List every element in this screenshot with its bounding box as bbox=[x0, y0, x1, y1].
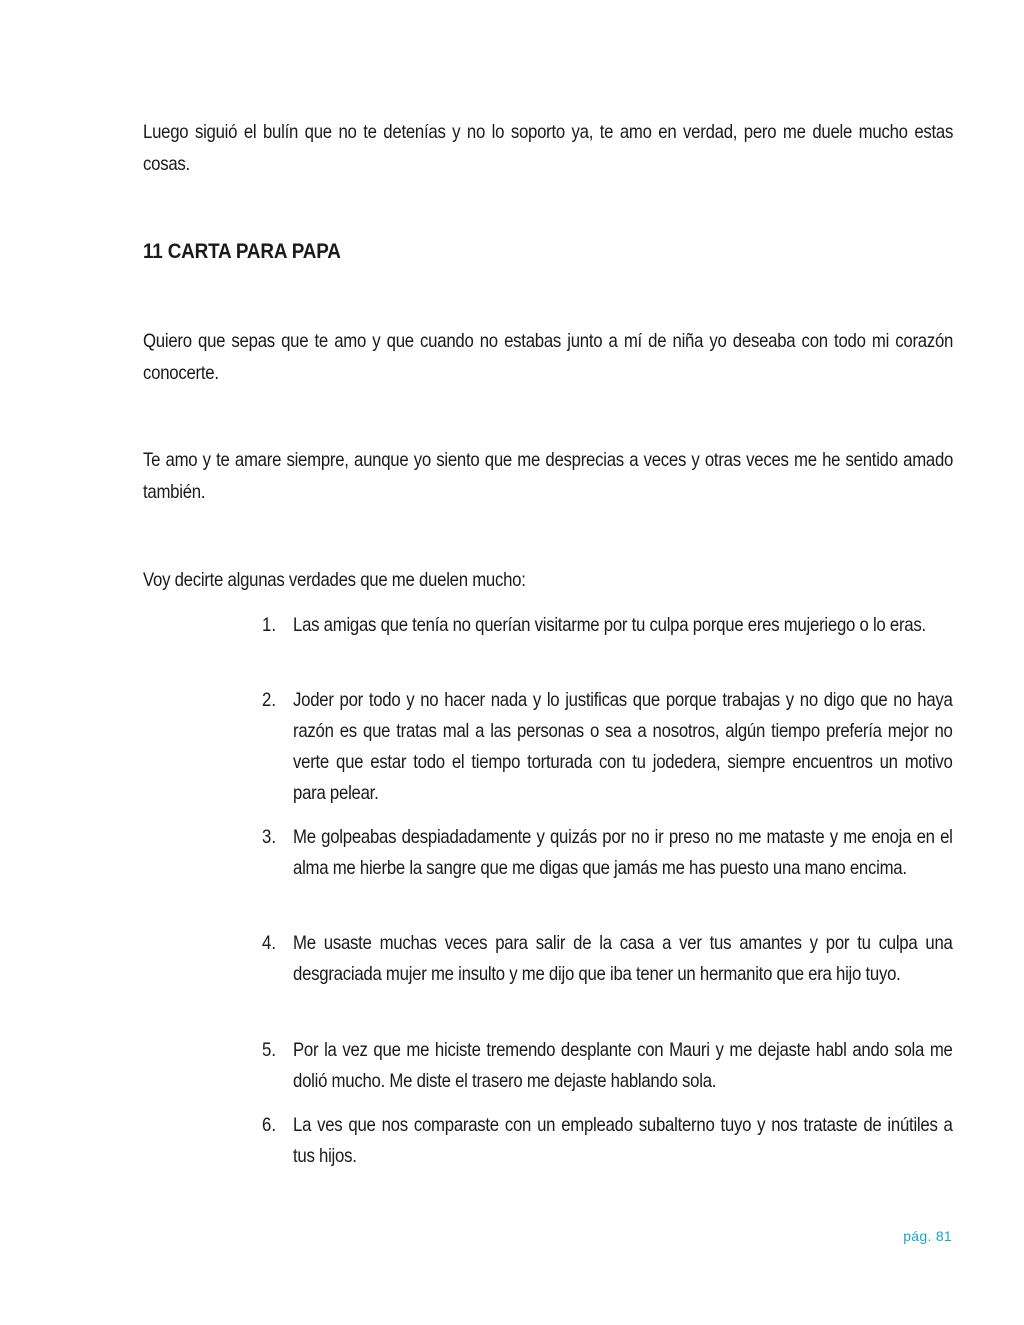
list-item bbox=[262, 1110, 953, 1174]
paragraph-2: Te amo y te amare siempre, aunque yo siento que me desprecias a veces y otras veces me he sentido amado también. bbox=[143, 449, 954, 503]
list-item-number: 5. bbox=[262, 1039, 276, 1061]
list-item bbox=[262, 928, 953, 1035]
list-item-text: Las amigas que tenía no querían visitarme por tu culpa porque eres mujeriego o lo eras. bbox=[293, 614, 926, 636]
list-item-number: 6. bbox=[262, 1114, 276, 1136]
list-item-text: Joder por todo y no hacer nada y lo justificas que porque trabajas y no digo que no haya razón es que tratas mal a las personas o sea a nosotros, algún tiempo prefería mejor no verte que estar todo el tiempo torturada con tu jodedera, siempre encuentros un motivo para pelear. bbox=[293, 689, 953, 804]
section-heading: 11 CARTA PARA PAPA bbox=[143, 240, 341, 263]
list-item-text: Por la vez que me hiciste tremendo desplante con Mauri y me dejaste habl ando sola me dolió mucho. Me diste el trasero me dejaste hablando sola. bbox=[293, 1039, 953, 1092]
list-item-number: 3. bbox=[262, 826, 276, 848]
list-item-number: 4. bbox=[262, 932, 276, 954]
list-item bbox=[262, 685, 953, 822]
numbered-list bbox=[262, 610, 953, 1174]
list-item-text: Me usaste muchas veces para salir de la casa a ver tus amantes y por tu culpa una desgraciada mujer me insulto y me dijo que iba tener un hermanito que era hijo tuyo. bbox=[293, 932, 953, 985]
list-item-number: 1. bbox=[262, 614, 276, 636]
list-item bbox=[262, 822, 953, 928]
intro-paragraph: Luego siguió el bulín que no te detenías y no lo soporto ya, te amo en verdad, pero me duele mucho estas cosas. bbox=[143, 121, 954, 175]
list-item-number: 2. bbox=[262, 689, 276, 711]
list-item bbox=[262, 1035, 953, 1110]
paragraph-1: Quiero que sepas que te amo y que cuando no estabas junto a mí de niña yo deseaba con todo mi corazón conocerte. bbox=[143, 330, 954, 384]
list-item-text: La ves que nos comparaste con un empleado subalterno tuyo y nos trataste de inútiles a tus hijos. bbox=[293, 1114, 953, 1167]
list-item bbox=[262, 610, 953, 685]
list-item-text: Me golpeabas despiadadamente y quizás por no ir preso no me mataste y me enoja en el alma me hierbe la sangre que me digas que jamás me has puesto una mano encima. bbox=[293, 826, 953, 879]
paragraph-3: Voy decirte algunas verdades que me duelen mucho: bbox=[143, 569, 526, 591]
page-number: pág. 81 bbox=[903, 1228, 952, 1244]
